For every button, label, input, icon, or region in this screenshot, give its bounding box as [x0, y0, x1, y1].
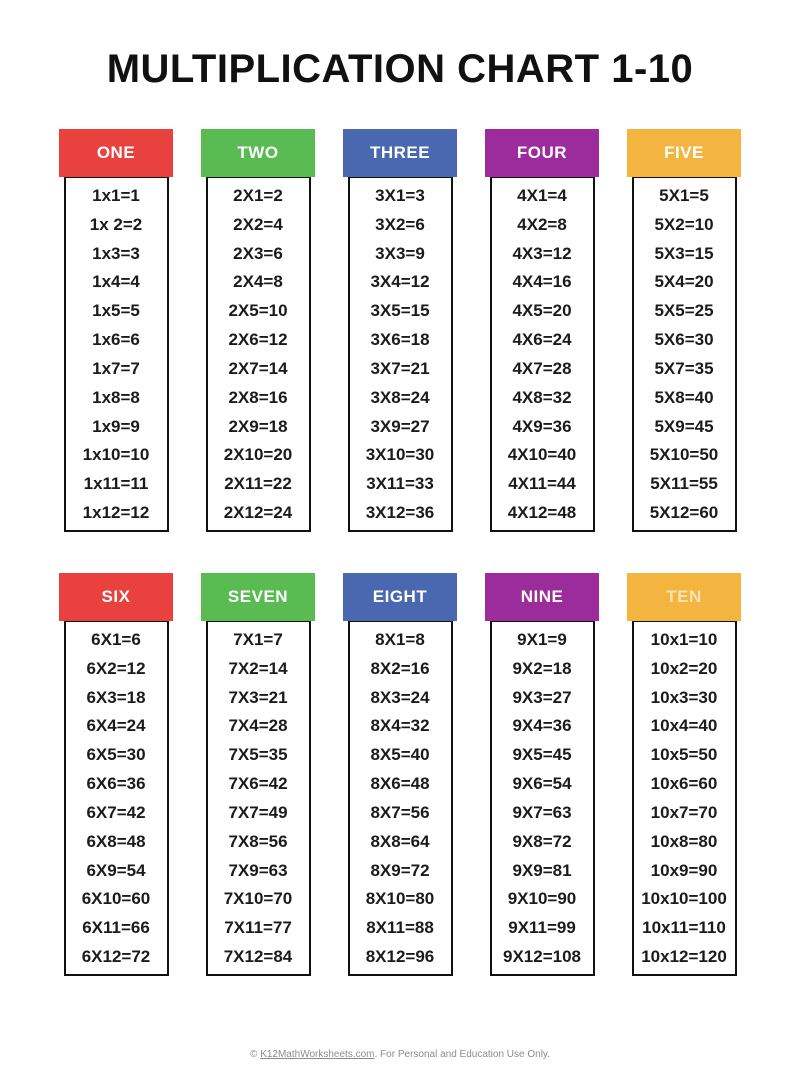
fact-row: 3X8=24	[370, 387, 430, 407]
fact-row: 2X9=18	[228, 416, 288, 436]
fact-row: 2X8=16	[228, 387, 288, 407]
fact-row: 10x9=90	[650, 860, 718, 880]
fact-row: 8X6=48	[370, 774, 430, 794]
fact-row: 2X6=12	[228, 330, 288, 350]
fact-row: 5X6=30	[654, 330, 714, 350]
fact-row: 6X12=72	[81, 947, 151, 967]
fact-row: 10x1=10	[650, 629, 718, 649]
fact-row: 10x6=60	[650, 774, 718, 794]
fact-row: 4X4=16	[512, 272, 572, 292]
fact-row: 7X8=56	[228, 831, 288, 851]
tables-grid	[59, 129, 741, 976]
fact-row: 1x10=10	[82, 445, 150, 465]
fact-row: 6X7=42	[86, 802, 146, 822]
fact-row: 10x7=70	[650, 802, 718, 822]
fact-row: 4X12=48	[507, 503, 577, 523]
fact-row: 6X3=18	[86, 687, 146, 707]
fact-row: 1x12=12	[82, 503, 150, 523]
fact-row: 3X4=12	[370, 272, 430, 292]
fact-row: 3X1=3	[375, 185, 425, 205]
fact-row: 2X12=24	[223, 503, 293, 523]
table-header-label: NINE	[485, 573, 599, 621]
table-header-label: TWO	[201, 129, 315, 177]
fact-row: 1x9=9	[92, 416, 140, 436]
fact-row: 1x5=5	[92, 301, 140, 321]
fact-row: 4X6=24	[512, 330, 572, 350]
fact-row: 8X12=96	[365, 947, 435, 967]
fact-row: 10x10=100	[641, 889, 727, 909]
fact-row: 6X8=48	[86, 831, 146, 851]
fact-row: 10x8=80	[650, 831, 718, 851]
fact-row: 1x 2=2	[89, 214, 143, 234]
fact-row: 3X2=6	[375, 214, 425, 234]
fact-row: 2X4=8	[233, 272, 283, 292]
multiplication-table	[627, 129, 741, 532]
fact-row: 2X1=2	[233, 185, 283, 205]
footer-usage-note: . For Personal and Education Use Only.	[374, 1049, 550, 1060]
fact-row: 6X10=60	[81, 889, 151, 909]
multiplication-table	[201, 129, 315, 532]
fact-row: 9X4=36	[512, 716, 572, 736]
multiplication-table	[343, 129, 457, 532]
table-body	[632, 620, 737, 976]
table-body	[206, 176, 311, 532]
fact-row: 3X6=18	[370, 330, 430, 350]
fact-row: 9X8=72	[512, 831, 572, 851]
fact-row: 2X2=4	[233, 214, 283, 234]
fact-row: 2X10=20	[223, 445, 293, 465]
fact-row: 10x12=120	[641, 947, 727, 967]
fact-row: 4X7=28	[512, 358, 572, 378]
fact-row: 7X4=28	[228, 716, 288, 736]
fact-row: 1x4=4	[92, 272, 140, 292]
fact-row: 9X7=63	[512, 802, 572, 822]
fact-row: 5X8=40	[654, 387, 714, 407]
table-body	[64, 176, 169, 532]
fact-row: 3X10=30	[365, 445, 435, 465]
fact-row: 6X4=24	[86, 716, 146, 736]
table-header-label: SIX	[59, 573, 173, 621]
fact-row: 9X3=27	[512, 687, 572, 707]
fact-row: 8X11=88	[366, 918, 434, 938]
table-body	[348, 176, 453, 532]
fact-row: 9X12=108	[503, 947, 581, 967]
table-body	[490, 620, 595, 976]
fact-row: 8X5=40	[370, 745, 430, 765]
fact-row: 4X2=8	[517, 214, 567, 234]
fact-row: 9X10=90	[507, 889, 577, 909]
fact-row: 4X9=36	[512, 416, 572, 436]
fact-row: 7X12=84	[223, 947, 293, 967]
fact-row: 6X6=36	[86, 774, 146, 794]
footer	[0, 1049, 800, 1060]
fact-row: 4X10=40	[507, 445, 577, 465]
fact-row: 7X7=49	[228, 802, 288, 822]
fact-row: 3X11=33	[366, 474, 434, 494]
fact-row: 8X1=8	[375, 629, 425, 649]
multiplication-table	[485, 573, 599, 976]
fact-row: 10x11=110	[642, 918, 726, 938]
table-header-label: TEN	[627, 573, 741, 621]
fact-row: 5X4=20	[654, 272, 714, 292]
table-body	[206, 620, 311, 976]
fact-row: 9X11=99	[508, 918, 576, 938]
fact-row: 5X5=25	[654, 301, 714, 321]
fact-row: 4X3=12	[512, 243, 572, 263]
fact-row: 8X3=24	[370, 687, 430, 707]
fact-row: 8X4=32	[370, 716, 430, 736]
fact-row: 2X5=10	[228, 301, 288, 321]
fact-row: 7X1=7	[233, 629, 283, 649]
fact-row: 6X11=66	[82, 918, 150, 938]
fact-row: 3X5=15	[370, 301, 430, 321]
fact-row: 4X1=4	[517, 185, 567, 205]
fact-row: 5X7=35	[654, 358, 714, 378]
multiplication-table	[627, 573, 741, 976]
fact-row: 6X1=6	[91, 629, 141, 649]
fact-row: 6X9=54	[86, 860, 146, 880]
fact-row: 5X3=15	[654, 243, 714, 263]
multiplication-table	[201, 573, 315, 976]
fact-row: 6X2=12	[86, 658, 146, 678]
fact-row: 3X3=9	[375, 243, 425, 263]
fact-row: 10x3=30	[650, 687, 718, 707]
fact-row: 1x1=1	[92, 185, 140, 205]
table-header-label: EIGHT	[343, 573, 457, 621]
fact-row: 10x5=50	[650, 745, 718, 765]
multiplication-table	[485, 129, 599, 532]
fact-row: 5X2=10	[654, 214, 714, 234]
fact-row: 2X3=6	[233, 243, 283, 263]
fact-row: 5X1=5	[659, 185, 709, 205]
fact-row: 7X2=14	[228, 658, 288, 678]
fact-row: 9X2=18	[512, 658, 572, 678]
table-header-label: FIVE	[627, 129, 741, 177]
fact-row: 1x3=3	[92, 243, 140, 263]
table-body	[490, 176, 595, 532]
table-header-label: SEVEN	[201, 573, 315, 621]
fact-row: 7X6=42	[228, 774, 288, 794]
fact-row: 9X5=45	[512, 745, 572, 765]
fact-row: 4X8=32	[512, 387, 572, 407]
fact-row: 9X6=54	[512, 774, 572, 794]
fact-row: 1x7=7	[92, 358, 140, 378]
fact-row: 8X9=72	[370, 860, 430, 880]
fact-row: 7X5=35	[228, 745, 288, 765]
fact-row: 1x6=6	[92, 330, 140, 350]
fact-row: 3X7=21	[370, 358, 430, 378]
fact-row: 8X8=64	[370, 831, 430, 851]
table-header-label: THREE	[343, 129, 457, 177]
multiplication-table	[59, 129, 173, 532]
fact-row: 9X9=81	[512, 860, 572, 880]
fact-row: 5X10=50	[649, 445, 719, 465]
fact-row: 1x11=11	[83, 474, 149, 494]
fact-row: 6X5=30	[86, 745, 146, 765]
fact-row: 10x2=20	[650, 658, 718, 678]
fact-row: 7X10=70	[223, 889, 293, 909]
fact-row: 2X7=14	[228, 358, 288, 378]
fact-row: 5X12=60	[649, 503, 719, 523]
fact-row: 3X9=27	[370, 416, 430, 436]
fact-row: 1x8=8	[92, 387, 140, 407]
footer-site-link[interactable]: K12MathWorksheets.com	[260, 1049, 375, 1060]
table-body	[348, 620, 453, 976]
table-body	[64, 620, 169, 976]
fact-row: 4X11=44	[508, 474, 576, 494]
fact-row: 4X5=20	[512, 301, 572, 321]
footer-copyright-prefix: ©	[250, 1049, 261, 1060]
fact-row: 9X1=9	[517, 629, 567, 649]
fact-row: 7X3=21	[228, 687, 288, 707]
fact-row: 8X7=56	[370, 802, 430, 822]
multiplication-table	[59, 573, 173, 976]
fact-row: 8X10=80	[365, 889, 435, 909]
fact-row: 8X2=16	[370, 658, 430, 678]
fact-row: 7X11=77	[224, 918, 292, 938]
table-header-label: ONE	[59, 129, 173, 177]
fact-row: 10x4=40	[650, 716, 718, 736]
table-header-label: FOUR	[485, 129, 599, 177]
fact-row: 5X11=55	[650, 474, 718, 494]
table-body	[632, 176, 737, 532]
page-title: MULTIPLICATION CHART 1-10	[106, 47, 694, 91]
multiplication-table	[343, 573, 457, 976]
fact-row: 2X11=22	[224, 474, 292, 494]
fact-row: 3X12=36	[365, 503, 435, 523]
fact-row: 5X9=45	[654, 416, 714, 436]
fact-row: 7X9=63	[228, 860, 288, 880]
